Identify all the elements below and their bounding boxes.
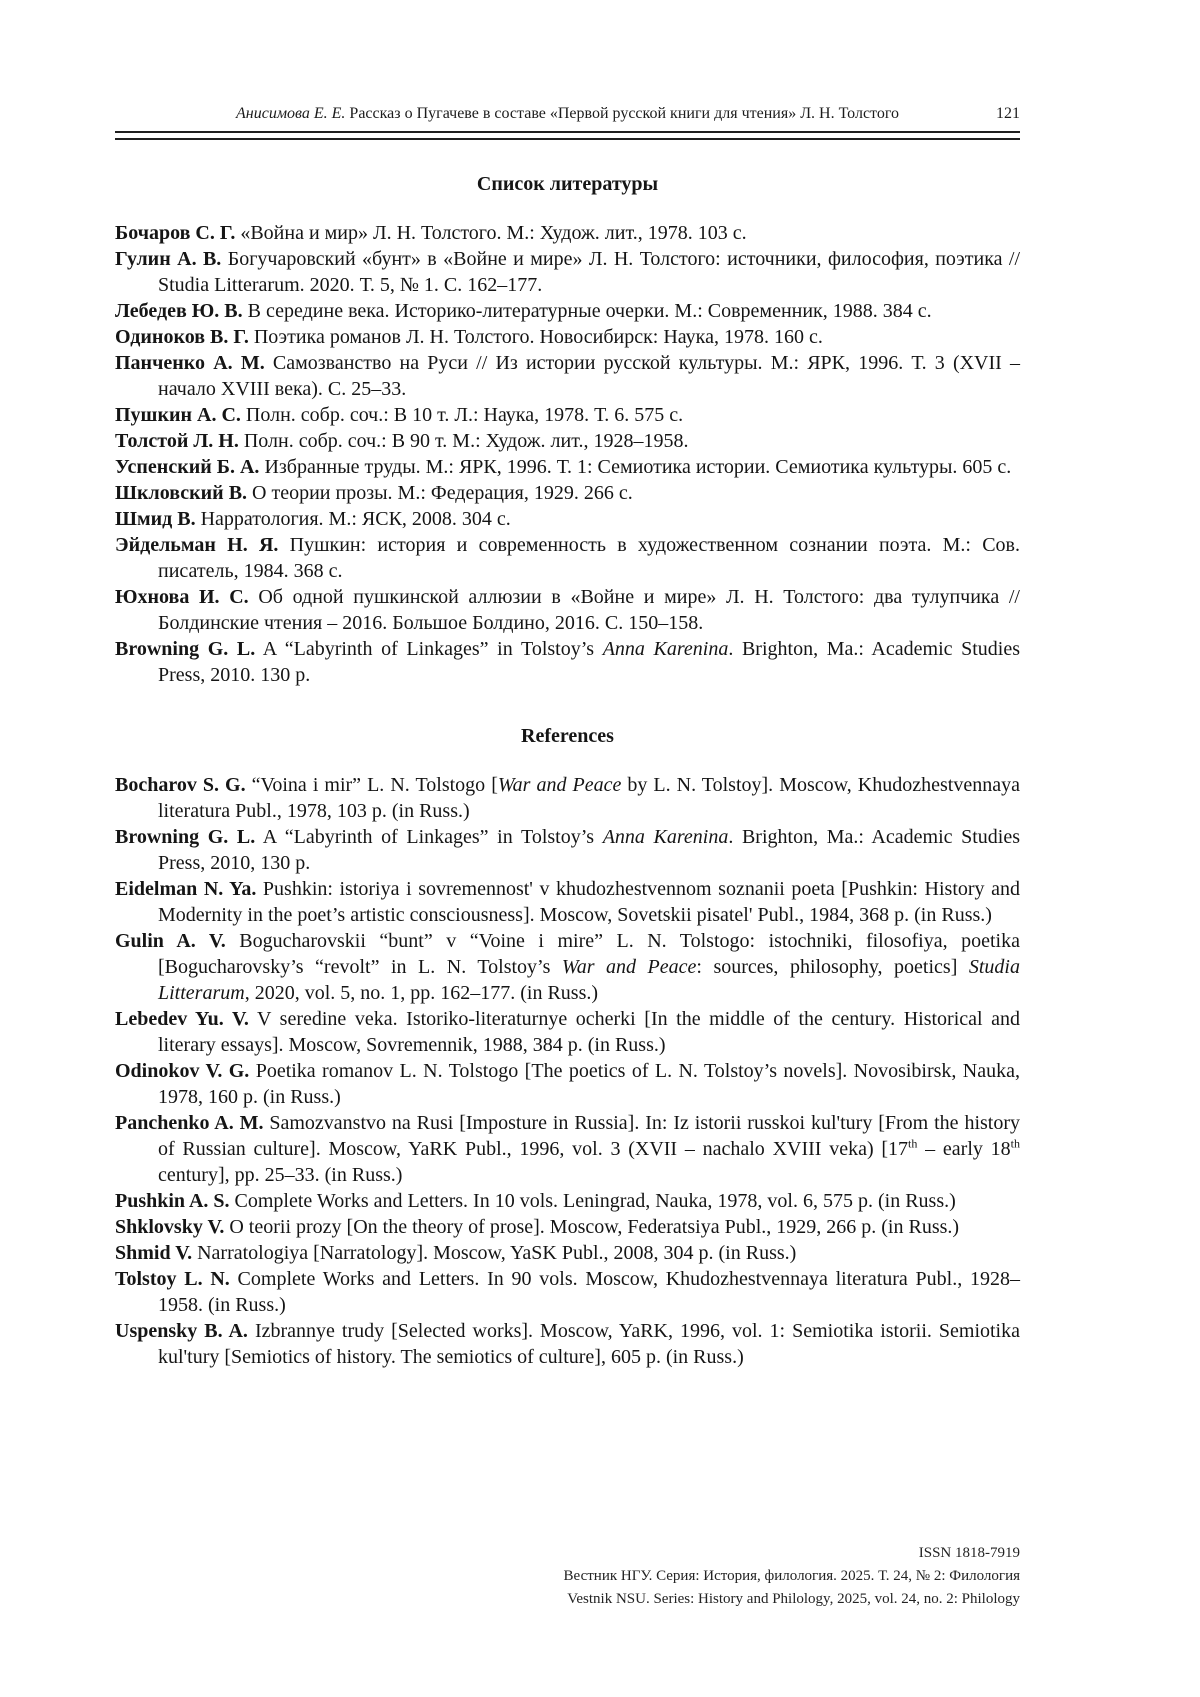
bib-entry: Odinokov V. G. Poetika romanov L. N. Tolstogo [The poetics of L. N. Tolstoy’s novels]. Novosibirsk, Nauka, 1978, 160 p. (in Russ.) [115, 1060, 1020, 1108]
bib-entry: Пушкин А. С. Полн. собр. соч.: В 10 т. Л.: Наука, 1978. Т. 6. 575 с. [115, 404, 684, 426]
footer-journal-ru: Вестник НГУ. Серия: История, филология. 2025. Т. 24, № 2: Филология [563, 1568, 1020, 1584]
footer-issn: ISSN 1818-7919 [918, 1545, 1020, 1561]
bib-entry: Eidelman N. Ya. Pushkin: istoriya i sovremennost' v khudozhestvennom soznanii poeta [Pushkin: History and Modernity in the poet’s artistic consciousness]. Moscow, Sovetskii pisatel' Publ., 1984, 368 p. (in Russ.) [115, 878, 1020, 926]
bib-entry: Бочаров С. Г. «Война и мир» Л. Н. Толстого. М.: Худож. лит., 1978. 103 с. [115, 222, 747, 244]
bib-entry: Панченко А. М. Самозванство на Руси // Из истории русской культуры. М.: ЯРК, 1996. Т. 3 (XVII – начало XVIII века). С. 25–33. [115, 352, 1020, 400]
bibliography-references [115, 772, 1020, 1370]
bibliography-russian [115, 220, 1020, 688]
bib-entry: Panchenko A. M. Samozvanstvo na Rusi [Imposture in Russia]. In: Iz istorii russkoi kul'tury [From the history of Russian culture]. Moscow, YaRK Publ., 1996, vol. 3 (XVII – nachalo XVIII veka) [17th – early 18th century], pp. 25–33. (in Russ.) [115, 1112, 1021, 1186]
header-rule [115, 131, 1020, 140]
running-head [115, 104, 1020, 124]
bib-entry: Юхнова И. С. Об одной пушкинской аллюзии в «Войне и мире» Л. Н. Толстого: два тулупчика // Болдинские чтения – 2016. Большое Болдино, 2016. С. 150–158. [115, 586, 1020, 634]
bib-entry: Shmid V. Narratologiya [Narratology]. Moscow, YaSK Publ., 2008, 304 p. (in Russ.) [115, 1242, 797, 1264]
footer [564, 1542, 1020, 1611]
bib-entry: Lebedev Yu. V. V seredine veka. Istoriko-literaturnye ocherki [In the middle of the century. Historical and literary essays]. Moscow, Sovremennik, 1988, 384 p. (in Russ.) [115, 1008, 1020, 1056]
bib-entry: Browning G. L. A “Labyrinth of Linkages” in Tolstoy’s Anna Karenina. Brighton, Ma.: Academic Studies Press, 2010. 130 p. [115, 638, 1021, 686]
footer-journal-en: Vestnik NSU. Series: History and Philology, 2025, vol. 24, no. 2: Philology [567, 1591, 1020, 1607]
text-column [115, 0, 1020, 1370]
running-head-author: Анисимова Е. Е. [236, 105, 346, 122]
bib-entry: Эйдельман Н. Я. Пушкин: история и современность в художественном сознании поэта. М.: Сов. писатель, 1984. 368 с. [115, 534, 1021, 582]
page-number: 121 [996, 105, 1020, 122]
bib-entry: Uspensky B. A. Izbrannye trudy [Selected works]. Moscow, YaRK, 1996, vol. 1: Semiotika istorii. Semiotika kul'tury [Semiotics of history. The semiotics of culture], 605 p. (in Russ.) [115, 1320, 1020, 1368]
bib-entry: Лебедев Ю. В. В середине века. Историко-литературные очерки. М.: Современник, 1988. 384 с. [115, 300, 932, 322]
bib-entry: Bocharov S. G. “Voina i mir” L. N. Tolstogo [War and Peace by L. N. Tolstoy]. Moscow, Khudozhestvennaya literatura Publ., 1978, 103 p. (in Russ.) [115, 774, 1020, 822]
bib-entry: Gulin A. V. Bogucharovskii “bunt” v “Voine i mire” L. N. Tolstogo: istochniki, filosofiya, poetika [Bogucharovsky’s “revolt” in L. N. Tolstoy’s War and Peace: sources, philosophy, poetics] Studia Litterarum, 2020, vol. 5, no. 1, pp. 162–177. (in Russ.) [115, 930, 1020, 1004]
bib-entry: Гулин А. В. Богучаровский «бунт» в «Войне и мире» Л. Н. Толстого: источники, философия, поэтика // Studia Litterarum. 2020. Т. 5, № 1. С. 162–177. [115, 248, 1021, 296]
bib-entry: Pushkin A. S. Complete Works and Letters. In 10 vols. Leningrad, Nauka, 1978, vol. 6, 575 p. (in Russ.) [115, 1190, 956, 1212]
bib-entry: Толстой Л. Н. Полн. собр. соч.: В 90 т. М.: Худож. лит., 1928–1958. [115, 430, 689, 452]
bib-entry: Успенский Б. А. Избранные труды. М.: ЯРК, 1996. Т. 1: Семиотика истории. Семиотика культуры. 605 с. [115, 456, 1012, 478]
section-title-references: References [521, 725, 614, 747]
bib-entry: Tolstoy L. N. Complete Works and Letters. In 90 vols. Moscow, Khudozhestvennaya literatura Publ., 1928–1958. (in Russ.) [115, 1268, 1020, 1316]
running-head-title: Рассказ о Пугачеве в составе «Первой русской книги для чтения» Л. Н. Толстого [345, 105, 899, 122]
bib-entry: Browning G. L. A “Labyrinth of Linkages” in Tolstoy’s Anna Karenina. Brighton, Ma.: Academic Studies Press, 2010, 130 p. [115, 826, 1021, 874]
bib-entry: Шкловский В. О теории прозы. М.: Федерация, 1929. 266 с. [115, 482, 633, 504]
section-title-russian: Список литературы [476, 173, 659, 195]
bib-entry: Шмид В. Нарратология. М.: ЯСК, 2008. 304 с. [115, 508, 511, 530]
bib-entry: Одиноков В. Г. Поэтика романов Л. Н. Толстого. Новосибирск: Наука, 1978. 160 с. [115, 326, 823, 348]
bib-entry: Shklovsky V. O teorii prozy [On the theory of prose]. Moscow, Federatsiya Publ., 1929, 266 p. (in Russ.) [115, 1216, 960, 1238]
